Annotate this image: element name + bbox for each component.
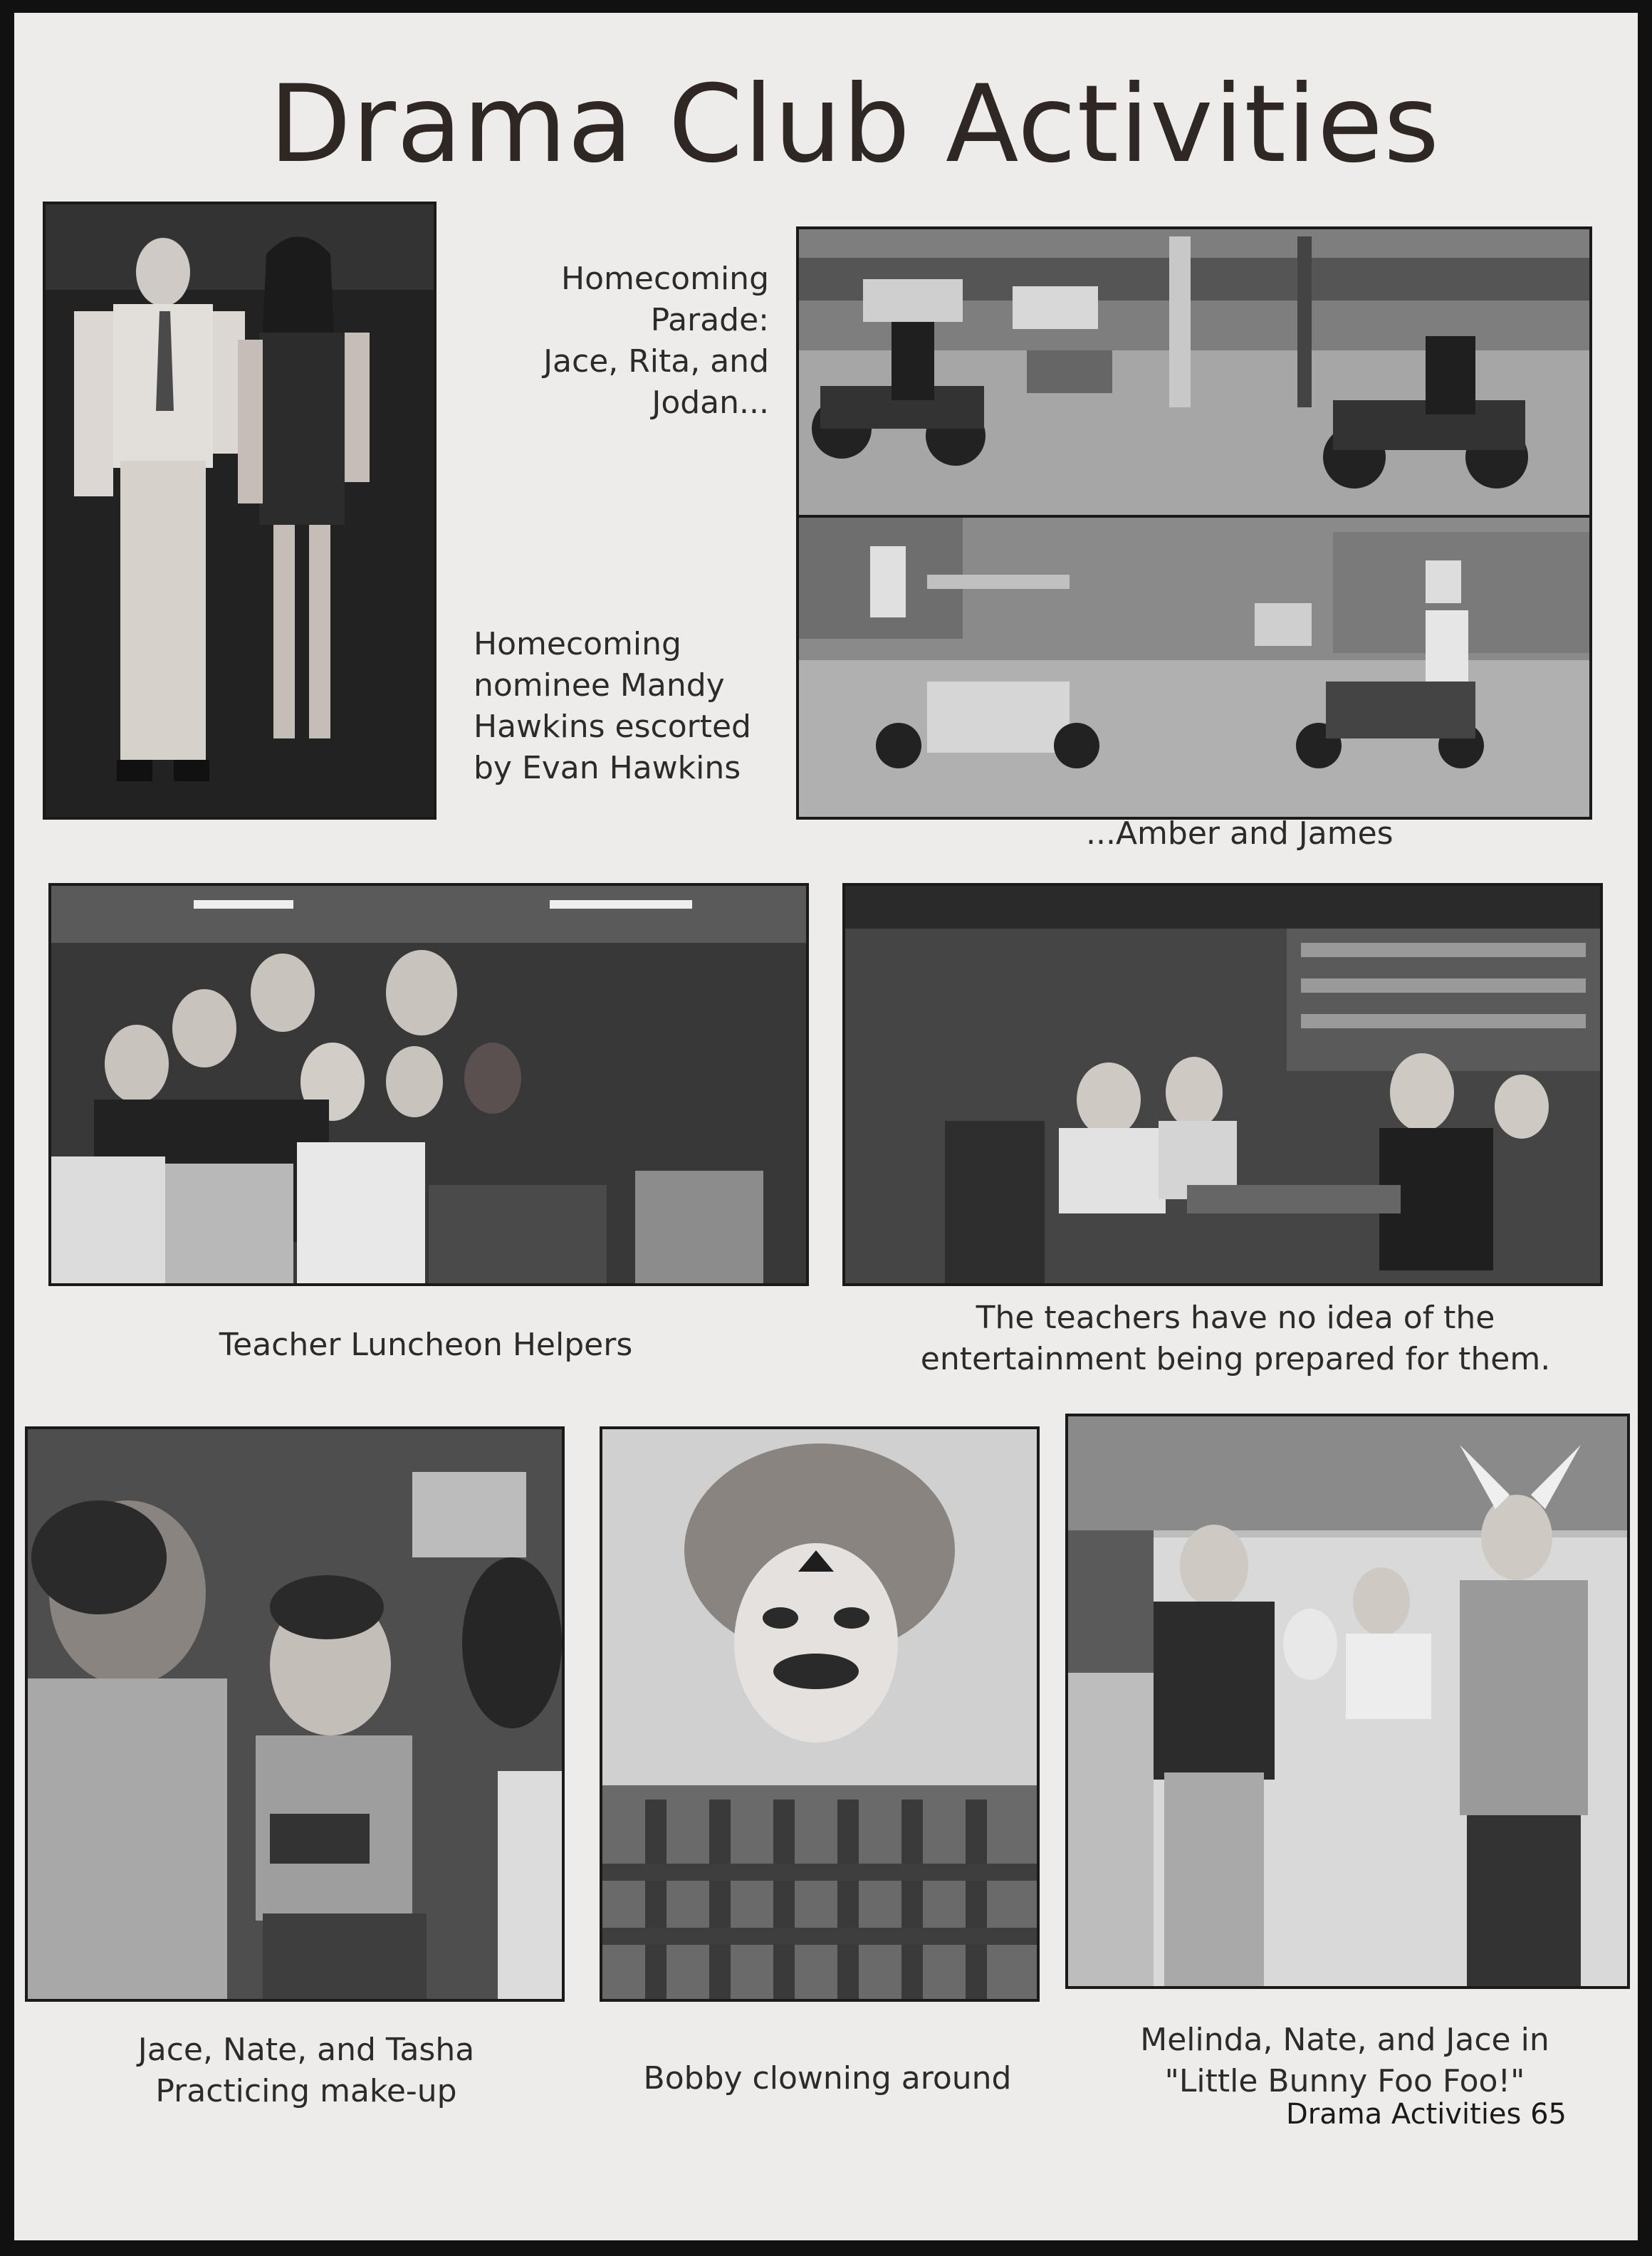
teachers-lunch-photo [842,883,1603,1286]
caption-line: "Little Bunny Foo Foo!" [1164,2063,1525,2099]
caption-nominee [474,624,780,789]
caption-line: Jodan... [652,385,769,421]
nominee-photo [43,202,436,820]
caption-line: nominee Mandy [474,667,725,704]
caption-line: Homecoming [474,626,681,662]
parade-cart-photo [796,515,1592,820]
luncheon-helpers-photo [48,883,809,1286]
caption-makeup [25,2030,587,2112]
caption-line: Parade: [650,302,769,338]
caption-line: Jace, Rita, and [543,343,769,380]
bunny-foo-foo-photo [1065,1414,1630,1989]
caption-teachers [840,1297,1631,1380]
caption-line: Hawkins escorted [474,709,751,745]
caption-line: by Evan Hawkins [474,750,741,786]
caption-line: Homecoming [561,261,769,297]
caption-line: entertainment being prepared for them. [920,1341,1551,1377]
caption-line: Practicing make-up [155,2073,457,2109]
caption-line: Jace, Nate, and Tasha [137,2032,475,2068]
yearbook-page [14,13,1638,2240]
page-title: Drama Club Activities [268,63,1441,187]
caption-line: The teachers have no idea of the [976,1300,1495,1336]
clown-photo [600,1426,1040,2002]
page-folio: Drama Activities 65 [1285,2098,1567,2131]
caption-amber: ...Amber and James [1086,815,1394,852]
caption-bobby: Bobby clowning around [643,2060,1012,2096]
parade-atv-photo [796,226,1592,524]
caption-parade [456,258,769,424]
caption-bunny [1065,2020,1624,2102]
makeup-photo [25,1426,565,2002]
caption-helpers: Teacher Luncheon Helpers [219,1327,633,1363]
caption-line: Melinda, Nate, and Jace in [1140,2022,1549,2058]
